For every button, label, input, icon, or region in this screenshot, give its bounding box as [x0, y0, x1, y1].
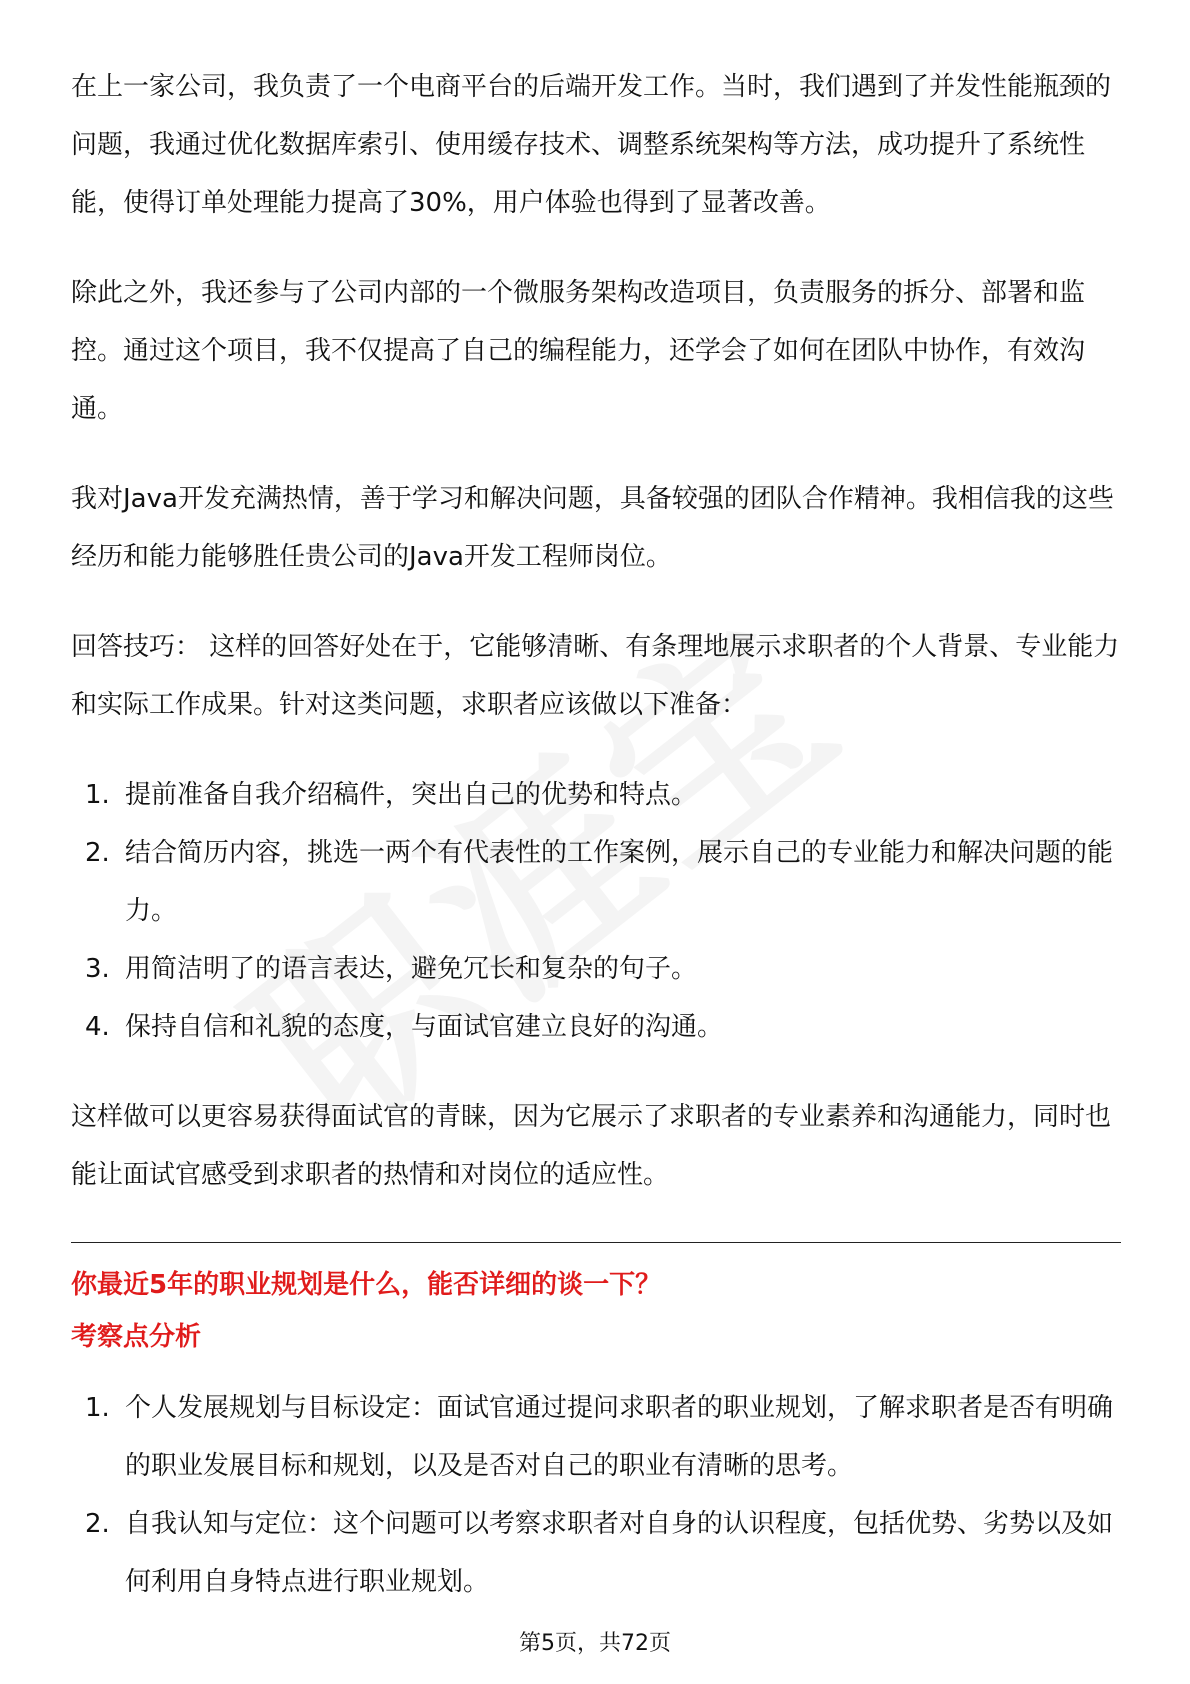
list-item: 4. 保持自信和礼貌的态度，与面试官建立良好的沟通。 — [85, 1012, 724, 1042]
list-item: 1. 提前准备自我介绍稿件，突出自己的优势和特点。 — [85, 780, 698, 810]
paragraph-closing: 这样做可以更容易获得面试官的青睐，因为它展示了求职者的专业素养和沟通能力，同时也能让面试官感受到求职者的热情和对岗位的适应性。 — [71, 1102, 1112, 1190]
paragraph-microservices: 除此之外，我还参与了公司内部的一个微服务架构改造项目，负责服务的拆分、部署和监控。通过这个项目，我不仅提高了自己的编程能力，还学会了如何在团队中协作，有效沟通。 — [71, 278, 1086, 424]
page-content — [71, 58, 1121, 1643]
list-item: 1. 个人发展规划与目标设定：面试官通过提问求职者的职业规划，了解求职者是否有明确的职业发展目标和规划，以及是否对自己的职业有清晰的思考。 — [85, 1393, 1114, 1481]
section-divider — [71, 1242, 1121, 1243]
tips-list — [71, 766, 1121, 1056]
analysis-list — [71, 1379, 1121, 1611]
paragraph-experience: 在上一家公司，我负责了一个电商平台的后端开发工作。当时，我们遇到了并发性能瓶颈的问题，我通过优化数据库索引、使用缓存技术、调整系统架构等方法，成功提升了系统性能，使得订单处理能力提高了30%，用户体验也得到了显著改善。 — [71, 72, 1112, 218]
list-item: 3. 用简洁明了的语言表达，避免冗长和复杂的句子。 — [85, 954, 698, 984]
paragraph-answer-tips: 回答技巧： 这样的回答好处在于，它能够清晰、有条理地展示求职者的个人背景、专业能力和实际工作成果。针对这类问题，求职者应该做以下准备： — [71, 632, 1120, 720]
paragraph-passion: 我对Java开发充满热情，善于学习和解决问题，具备较强的团队合作精神。我相信我的这些经历和能力能够胜任贵公司的Java开发工程师岗位。 — [71, 484, 1114, 572]
page-number: 第5页，共72页 — [519, 1631, 671, 1656]
list-item: 2. 自我认知与定位：这个问题可以考察求职者对自身的认识程度，包括优势、劣势以及如何利用自身特点进行职业规划。 — [85, 1509, 1114, 1597]
interview-question: 你最近5年的职业规划是什么，能否详细的谈一下？ — [71, 1270, 662, 1300]
analysis-heading: 考察点分析 — [71, 1322, 202, 1352]
list-item: 2. 结合简历内容，挑选一两个有代表性的工作案例，展示自己的专业能力和解决问题的能力。 — [85, 838, 1114, 926]
